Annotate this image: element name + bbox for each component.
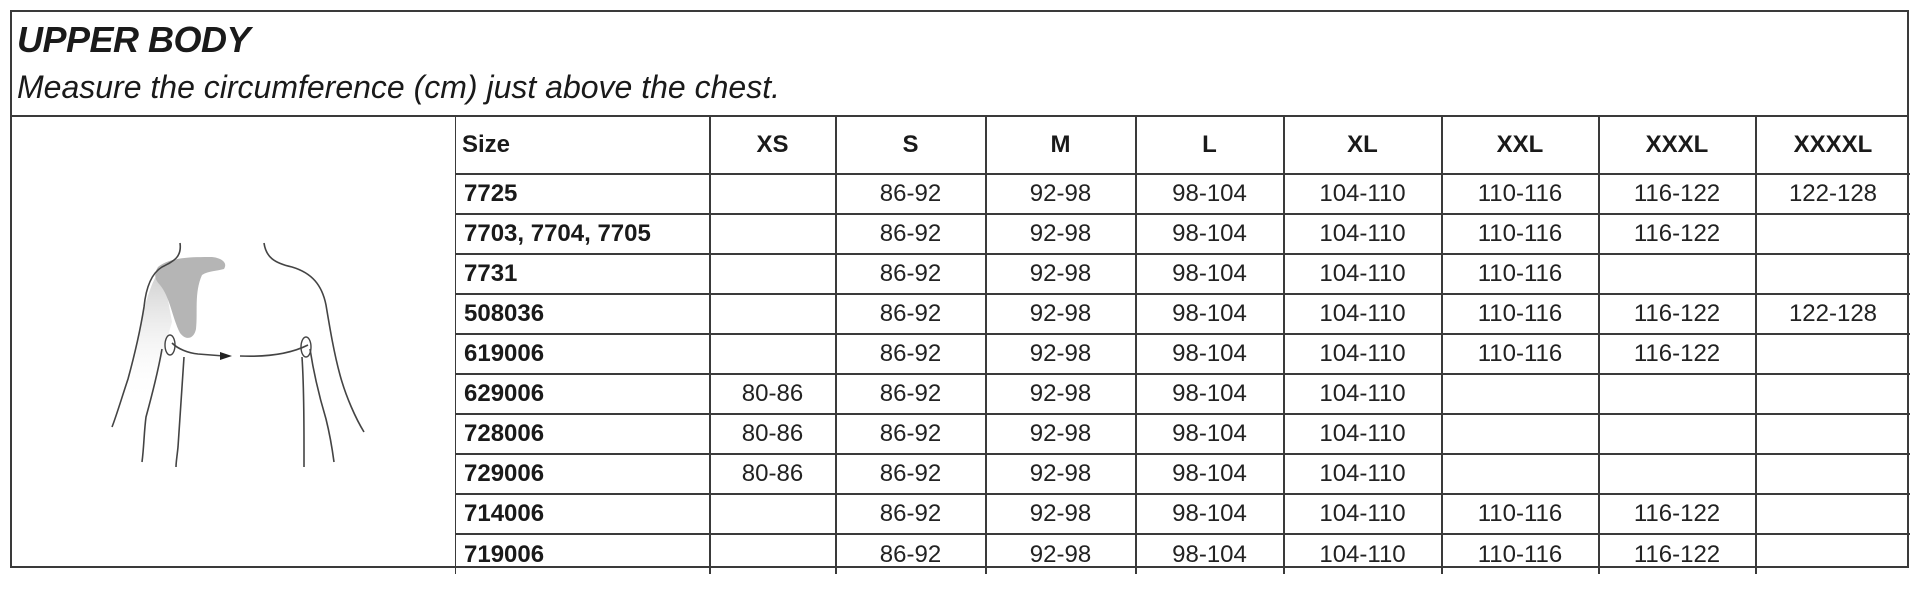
- size-range-cell: 86-92: [836, 214, 986, 254]
- size-range-cell: 122-128: [1756, 174, 1910, 214]
- size-range-cell: 104-110: [1284, 334, 1442, 374]
- size-range-cell: 110-116: [1442, 254, 1599, 294]
- size-range-cell: 86-92: [836, 174, 986, 214]
- model-number-cell: 7731: [456, 254, 710, 294]
- size-range-cell: [1756, 214, 1910, 254]
- size-range-cell: 116-122: [1599, 214, 1756, 254]
- size-range-cell: 98-104: [1136, 174, 1284, 214]
- size-range-cell: 92-98: [986, 294, 1136, 334]
- table-row: [456, 334, 1910, 374]
- size-range-cell: 98-104: [1136, 494, 1284, 534]
- model-number-cell: 719006: [456, 534, 710, 574]
- size-chart: [10, 10, 1909, 568]
- size-range-cell: 86-92: [836, 254, 986, 294]
- size-range-cell: 86-92: [836, 374, 986, 414]
- size-range-cell: 104-110: [1284, 534, 1442, 574]
- table-row: [456, 494, 1910, 534]
- size-range-cell: 104-110: [1284, 174, 1442, 214]
- torso-measurement-icon: [12, 117, 455, 568]
- size-range-cell: 104-110: [1284, 374, 1442, 414]
- size-range-cell: 86-92: [836, 294, 986, 334]
- chart-header: [12, 12, 1907, 117]
- size-range-cell: 104-110: [1284, 454, 1442, 494]
- size-range-cell: 92-98: [986, 254, 1136, 294]
- size-range-cell: [1442, 454, 1599, 494]
- size-table: [455, 117, 1910, 574]
- column-header-s: S: [836, 117, 986, 174]
- size-range-cell: 86-92: [836, 534, 986, 574]
- size-range-cell: 116-122: [1599, 534, 1756, 574]
- model-number-cell: 714006: [456, 494, 710, 534]
- size-range-cell: [1442, 374, 1599, 414]
- size-range-cell: 98-104: [1136, 254, 1284, 294]
- size-range-cell: 110-116: [1442, 334, 1599, 374]
- size-range-cell: [1599, 414, 1756, 454]
- size-range-cell: 116-122: [1599, 174, 1756, 214]
- table-row: [456, 214, 1910, 254]
- chart-subtitle: Measure the circumference (cm) just above the chest.: [17, 69, 780, 105]
- column-header-xl: XL: [1284, 117, 1442, 174]
- table-row: [456, 414, 1910, 454]
- size-range-cell: 110-116: [1442, 214, 1599, 254]
- table-header-row: [456, 117, 1910, 174]
- table-row: [456, 174, 1910, 214]
- size-range-cell: 110-116: [1442, 494, 1599, 534]
- size-range-cell: 92-98: [986, 334, 1136, 374]
- size-range-cell: 92-98: [986, 534, 1136, 574]
- size-range-cell: [1599, 454, 1756, 494]
- size-range-cell: 80-86: [710, 374, 836, 414]
- size-range-cell: [1599, 254, 1756, 294]
- chart-title: UPPER BODY: [17, 19, 251, 60]
- size-range-cell: [1756, 494, 1910, 534]
- size-range-cell: [710, 494, 836, 534]
- size-range-cell: 110-116: [1442, 294, 1599, 334]
- table-row: [456, 374, 1910, 414]
- size-range-cell: 92-98: [986, 494, 1136, 534]
- size-range-cell: [1756, 254, 1910, 294]
- column-header-m: M: [986, 117, 1136, 174]
- size-range-cell: 98-104: [1136, 294, 1284, 334]
- column-header-xs: XS: [710, 117, 836, 174]
- model-number-cell: 508036: [456, 294, 710, 334]
- size-range-cell: 80-86: [710, 454, 836, 494]
- model-number-cell: 7725: [456, 174, 710, 214]
- size-range-cell: [710, 174, 836, 214]
- column-header-xxxl: XXXL: [1599, 117, 1756, 174]
- size-range-cell: 122-128: [1756, 294, 1910, 334]
- size-range-cell: 116-122: [1599, 494, 1756, 534]
- size-range-cell: 116-122: [1599, 334, 1756, 374]
- size-range-cell: [1756, 374, 1910, 414]
- size-range-cell: [1756, 414, 1910, 454]
- size-range-cell: 86-92: [836, 454, 986, 494]
- size-range-cell: 92-98: [986, 174, 1136, 214]
- size-range-cell: 86-92: [836, 494, 986, 534]
- table-row: [456, 534, 1910, 574]
- size-range-cell: [1756, 534, 1910, 574]
- column-header-size: Size: [456, 117, 710, 174]
- model-number-cell: 619006: [456, 334, 710, 374]
- size-range-cell: [1599, 374, 1756, 414]
- size-range-cell: 104-110: [1284, 494, 1442, 534]
- size-range-cell: 86-92: [836, 334, 986, 374]
- size-range-cell: 92-98: [986, 214, 1136, 254]
- size-range-cell: [1756, 334, 1910, 374]
- size-range-cell: 92-98: [986, 454, 1136, 494]
- model-number-cell: 729006: [456, 454, 710, 494]
- column-header-l: L: [1136, 117, 1284, 174]
- size-range-cell: 104-110: [1284, 214, 1442, 254]
- size-range-cell: 98-104: [1136, 214, 1284, 254]
- table-row: [456, 294, 1910, 334]
- model-number-cell: 629006: [456, 374, 710, 414]
- size-range-cell: [710, 254, 836, 294]
- model-number-cell: 728006: [456, 414, 710, 454]
- column-header-xxxxl: XXXXL: [1756, 117, 1910, 174]
- size-range-cell: 98-104: [1136, 454, 1284, 494]
- size-range-cell: 98-104: [1136, 374, 1284, 414]
- size-range-cell: 86-92: [836, 414, 986, 454]
- size-range-cell: 80-86: [710, 414, 836, 454]
- table-body: [456, 174, 1910, 574]
- size-range-cell: [710, 534, 836, 574]
- table-row: [456, 254, 1910, 294]
- size-range-cell: 104-110: [1284, 414, 1442, 454]
- size-range-cell: 98-104: [1136, 534, 1284, 574]
- size-range-cell: [1442, 414, 1599, 454]
- size-range-cell: [710, 334, 836, 374]
- size-range-cell: [1756, 454, 1910, 494]
- table-row: [456, 454, 1910, 494]
- size-range-cell: [710, 214, 836, 254]
- size-range-cell: 98-104: [1136, 414, 1284, 454]
- size-range-cell: 92-98: [986, 374, 1136, 414]
- size-range-cell: 104-110: [1284, 294, 1442, 334]
- size-range-cell: 116-122: [1599, 294, 1756, 334]
- size-range-cell: 110-116: [1442, 174, 1599, 214]
- size-range-cell: 104-110: [1284, 254, 1442, 294]
- column-header-xxl: XXL: [1442, 117, 1599, 174]
- model-number-cell: 7703, 7704, 7705: [456, 214, 710, 254]
- size-range-cell: 92-98: [986, 414, 1136, 454]
- size-range-cell: [710, 294, 836, 334]
- size-range-cell: 98-104: [1136, 334, 1284, 374]
- size-range-cell: 110-116: [1442, 534, 1599, 574]
